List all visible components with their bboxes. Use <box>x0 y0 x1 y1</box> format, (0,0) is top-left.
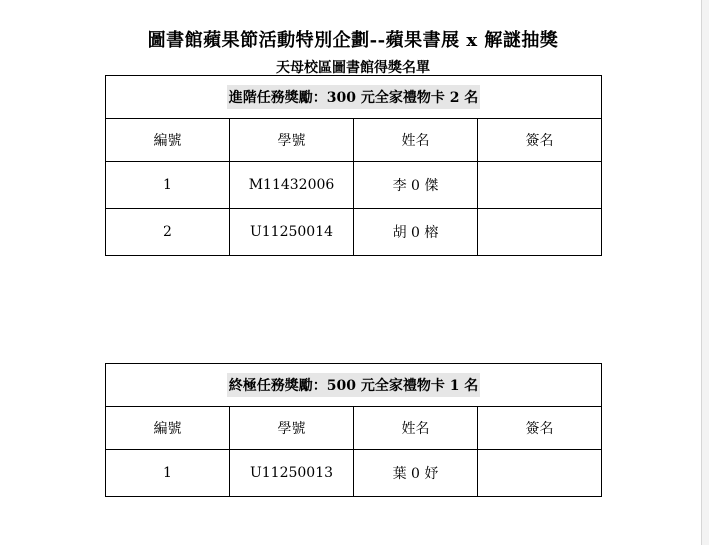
header-number: 編號 <box>106 119 230 162</box>
cell-number: 2 <box>106 209 230 256</box>
header-name: 姓名 <box>354 119 478 162</box>
final-task-winners-table <box>105 363 602 497</box>
page-edge <box>701 0 709 545</box>
cell-student-id: U11250013 <box>230 450 354 497</box>
cell-signature <box>478 162 602 209</box>
cell-number: 1 <box>106 162 230 209</box>
document-subtitle: 天母校區圖書館得獎名單 <box>276 60 430 76</box>
header-student-id: 學號 <box>230 119 354 162</box>
caption-text: 進階任務獎勵：300 元全家禮物卡 2 名 <box>227 85 481 109</box>
document-title: 圖書館蘋果節活動特別企劃--蘋果書展 x 解謎抽獎 <box>147 30 559 51</box>
table-header-row <box>106 119 602 162</box>
header-number: 編號 <box>106 407 230 450</box>
table-header-row <box>106 407 602 450</box>
table-caption <box>106 76 602 119</box>
table-row <box>106 450 602 497</box>
table-row <box>106 162 602 209</box>
cell-name: 李 0 傑 <box>354 162 478 209</box>
cell-name: 胡 0 榕 <box>354 209 478 256</box>
header-signature: 簽名 <box>478 407 602 450</box>
header-student-id: 學號 <box>230 407 354 450</box>
advanced-task-winners-table <box>105 75 602 256</box>
cell-student-id: U11250014 <box>230 209 354 256</box>
cell-student-id: M11432006 <box>230 162 354 209</box>
cell-number: 1 <box>106 450 230 497</box>
cell-signature <box>478 450 602 497</box>
table-caption <box>106 364 602 407</box>
table-row <box>106 209 602 256</box>
cell-name: 葉 0 妤 <box>354 450 478 497</box>
caption-text: 終極任務獎勵：500 元全家禮物卡 1 名 <box>227 373 481 397</box>
header-signature: 簽名 <box>478 119 602 162</box>
cell-signature <box>478 209 602 256</box>
header-name: 姓名 <box>354 407 478 450</box>
